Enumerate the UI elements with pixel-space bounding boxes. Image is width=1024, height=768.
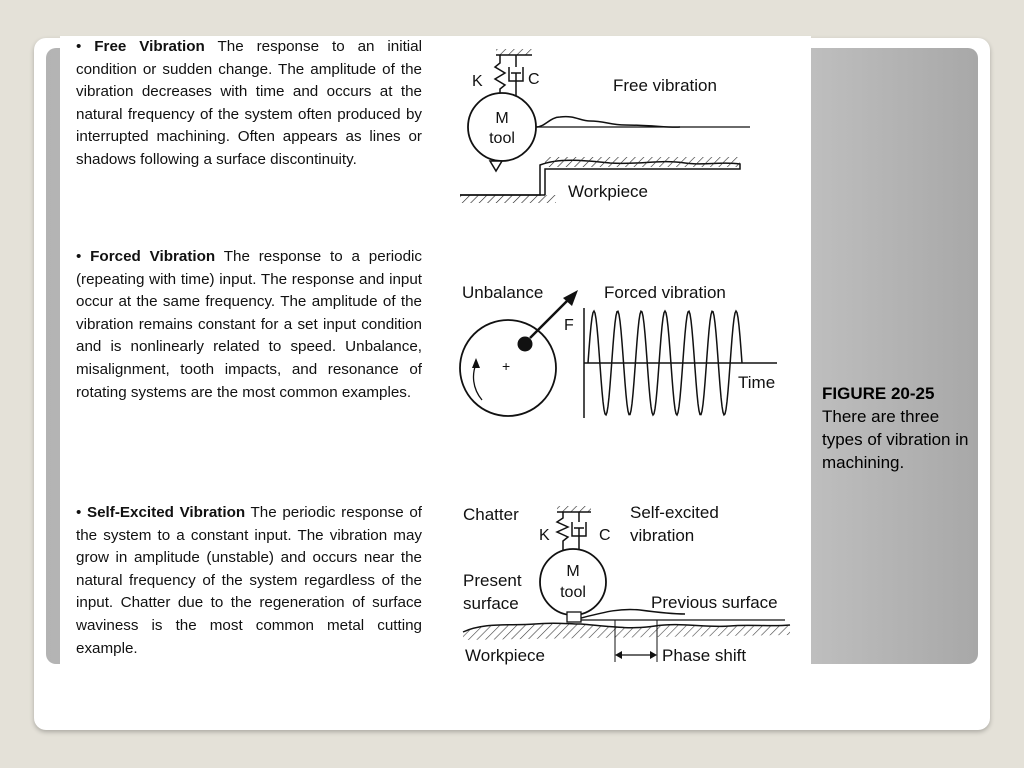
free-vibration-text: The response to an initial condition or sudden change. The amplitude of the vibration decreases with time and occurs at the natural frequency of the system often produced by interrupted machining. Often appears as lines or shadows following a surface discontinuity. (76, 38, 422, 168)
present-surface-label-line1: Present (463, 571, 522, 590)
spring-icon (557, 512, 568, 552)
chatter-label: Chatter (463, 505, 519, 524)
free-vibration-title: Free Vibration (94, 38, 205, 55)
tool-mass-circle (540, 549, 606, 615)
mount-hatch (496, 49, 532, 55)
self-excited-label-line2: vibration (630, 526, 695, 545)
time-label: Time (738, 373, 776, 392)
caption-text: There are three types of vibration in machining. (822, 407, 969, 472)
self-excited-vibration-text: The periodic response of the system to a constant input. The vibration may grow in amplitude (unstable) and occurs near the natural frequency of the system regardless of the input. Chatter due to the regeneration of surface waviness is the most common metal cutting example. (76, 504, 422, 657)
spring-label: K (472, 73, 483, 90)
tool-label: tool (560, 584, 586, 601)
tool-mass-circle (468, 93, 536, 161)
unbalance-mass (518, 337, 533, 352)
forced-vibration-paragraph: • Forced Vibration The response to a periodic (repeating with time) input. The response and input occur at the same frequency. The amplitude of the vibration remains constant for a set input condition and is nonlinearly related to speed. Unbalance, misalignment, tooth impacts, and resonance of rotating systems are the most common examples. (76, 248, 422, 401)
tool-label: tool (489, 130, 515, 147)
workpiece-label: Workpiece (568, 182, 648, 201)
force-label: F (564, 317, 574, 334)
caption-title: FIGURE 20-25 (822, 384, 935, 403)
self-excited-vibration-diagram (455, 500, 805, 675)
mass-label: M (495, 110, 509, 127)
self-excited-vibration-paragraph: • Self-Excited Vibration The periodic response of the system to a constant input. The vibration may grow in amplitude (unstable) and occurs near the natural frequency of the system regardless of the input. Chatter due to the regeneration of surface waviness is the most common metal cutting example. (76, 504, 422, 657)
previous-surface-label: Previous surface (651, 593, 778, 612)
forced-vibration-diagram (452, 278, 792, 433)
self-excited-vibration-title: Self-Excited Vibration (86, 504, 246, 521)
figure-caption (822, 382, 982, 474)
free-vibration-paragraph: • Free Vibration The response to an initial condition or sudden change. The amplitude of the vibration decreases with time and occurs at the natural frequency of the system often produced by interrupted machining. Often appears as lines or shadows following a surface discontinuity. (76, 38, 422, 168)
forced-vibration-text: The response to a periodic (repeating with time) input. The response and input occur at the same frequency. The amplitude of the vibration remains constant for a set input condition and is nonlinearly related to speed. Unbalance, misalignment, tooth impacts, and resonance of rotating systems are the most common examples. (76, 248, 422, 401)
present-surface-label-line2: surface (463, 594, 519, 613)
free-vibration-wave (536, 117, 680, 128)
forced-vibration-label: Forced vibration (604, 283, 726, 302)
self-excited-label-line1: Self-excited (630, 503, 719, 522)
damper-label: C (599, 527, 611, 544)
spring-label: K (539, 527, 550, 544)
phase-shift-label: Phase shift (662, 646, 747, 665)
center-plus: + (502, 358, 511, 374)
spring-icon (495, 55, 505, 97)
unbalance-label: Unbalance (462, 283, 544, 302)
tool-tip (567, 612, 581, 622)
forced-vibration-title: Forced Vibration (90, 248, 216, 265)
workpiece-label: Workpiece (465, 646, 545, 665)
mass-label: M (566, 563, 580, 580)
free-vibration-diagram (450, 45, 790, 215)
free-vibration-label: Free vibration (613, 76, 717, 95)
damper-label: C (528, 71, 540, 88)
